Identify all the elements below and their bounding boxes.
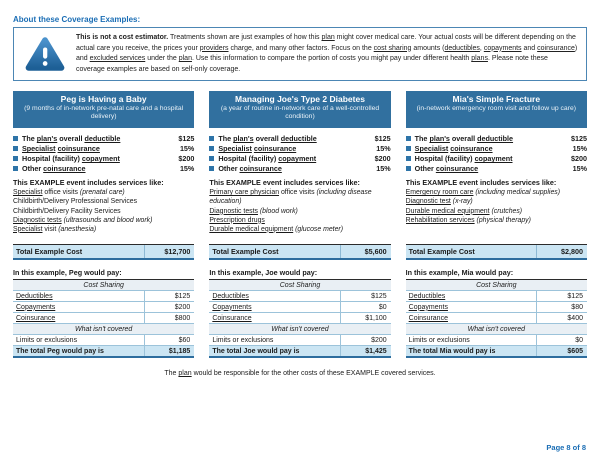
- not-covered-header: What isn't covered: [13, 324, 194, 335]
- pay-heading: In this example, Joe would pay:: [209, 268, 318, 278]
- feature-row-other: [209, 164, 390, 174]
- feature-label: Hospital (facility) copayment: [218, 154, 317, 164]
- coverage-example-columns: [13, 91, 587, 358]
- total-cost-value: $12,700: [144, 245, 195, 258]
- row-value: $200: [144, 302, 195, 312]
- feature-row-deductible: [209, 134, 390, 144]
- feature-value: $125: [178, 134, 195, 143]
- row-label: Deductibles: [408, 292, 446, 300]
- disclaimer-box: [13, 27, 587, 81]
- feature-value: 15%: [572, 144, 587, 154]
- bullet-icon: [406, 146, 411, 151]
- total-cost-value: $2,800: [536, 245, 587, 258]
- row-value: $400: [536, 313, 587, 323]
- row-label: Copayments: [408, 303, 448, 311]
- service-line: Childbirth/Delivery Professional Services: [13, 198, 138, 206]
- bullet-icon: [406, 156, 411, 161]
- feature-value: $200: [374, 154, 391, 164]
- plan-features-list: [209, 134, 390, 174]
- service-line: Diagnostic tests (blood work): [209, 207, 298, 215]
- feature-value: 15%: [572, 164, 587, 174]
- page-title: About these Coverage Examples:: [13, 15, 141, 24]
- row-label: Coinsurance: [16, 314, 56, 322]
- feature-row-other: [13, 164, 194, 174]
- pay-heading: In this example, Mia would pay:: [405, 268, 514, 278]
- service-line: Specialist office visits (prenatal care): [13, 189, 125, 197]
- not-covered-header: What isn't covered: [406, 324, 587, 335]
- feature-row-deductible: [406, 134, 587, 144]
- table-row-coinsurance: [209, 313, 390, 324]
- service-line: Diagnostic test (x-ray): [405, 198, 473, 206]
- feature-row-deductible: [13, 134, 194, 144]
- page-number: Page 8 of 8: [546, 443, 586, 452]
- feature-value: $125: [570, 134, 587, 143]
- service-line: Emergency room care (including medical supplies): [405, 189, 561, 197]
- row-label: Limits or exclusions: [212, 336, 274, 344]
- feature-label: Other coinsurance: [414, 164, 479, 174]
- feature-label: Hospital (facility) copayment: [22, 154, 120, 164]
- table-row-grand-total: [406, 346, 587, 358]
- feature-label: Other coinsurance: [218, 164, 282, 174]
- table-row-limits: [13, 335, 194, 346]
- table-row-grand-total: [13, 346, 194, 358]
- row-value: $125: [340, 291, 391, 301]
- table-row-deductibles: [13, 291, 194, 302]
- feature-row-hospital: [209, 154, 390, 164]
- feature-row-other: [406, 164, 587, 174]
- feature-label: Other coinsurance: [22, 164, 86, 174]
- services-heading: This EXAMPLE event includes services like:: [209, 178, 360, 188]
- feature-label: The plan's overall deductible: [22, 134, 121, 143]
- row-label: Limits or exclusions: [16, 336, 78, 344]
- row-label: Limits or exclusions: [408, 336, 470, 344]
- example-header: [13, 91, 194, 128]
- row-value: $0: [340, 302, 391, 312]
- table-row-grand-total: [209, 346, 390, 358]
- footer-note: The plan would be responsible for the other costs of these EXAMPLE covered services.: [164, 370, 436, 378]
- payment-table: [13, 279, 194, 358]
- feature-label: Specialist coinsurance: [414, 144, 493, 154]
- service-line: Diagnostic tests (ultrasounds and blood work): [13, 216, 153, 224]
- feature-value: $200: [178, 154, 195, 164]
- feature-label: The plan's overall deductible: [218, 134, 317, 143]
- total-cost-label: Total Example Cost: [212, 247, 279, 257]
- coverage-example-mia: [406, 91, 587, 358]
- bullet-icon: [209, 136, 214, 141]
- cost-sharing-header: Cost Sharing: [209, 280, 390, 291]
- example-services: [406, 178, 587, 244]
- feature-row-hospital: [406, 154, 587, 164]
- feature-value: 15%: [376, 164, 391, 174]
- feature-value: $200: [570, 154, 587, 164]
- row-label: Copayments: [16, 303, 56, 311]
- service-line: Durable medical equipment (crutches): [405, 207, 523, 215]
- coverage-example-joe: [209, 91, 390, 358]
- feature-label: The plan's overall deductible: [414, 134, 514, 143]
- table-row-copayments: [406, 302, 587, 313]
- service-line: Durable medical equipment (glucose meter): [209, 225, 344, 233]
- row-value: $200: [340, 335, 391, 345]
- disclaimer-text: This is not a cost estimator. Treatments shown are just examples of how this plan might cover medical care. Your actual costs will be different depending on the actual care you receive, the prices your providers charge, and many other factors. Focus on the cost sharing amounts (deductibles, copayments and coinsurance) and excluded services under the plan. Use this information to compare the portion of costs you might pay under different health plans. Please note these coverage examples are based on self-only coverage.: [76, 34, 578, 73]
- example-header: [406, 91, 587, 128]
- feature-value: $125: [374, 134, 391, 143]
- feature-label: Specialist coinsurance: [22, 144, 100, 154]
- bullet-icon: [406, 166, 411, 171]
- row-label: Deductibles: [212, 292, 249, 300]
- row-value: $800: [144, 313, 195, 323]
- service-line: Specialist visit (anesthesia): [13, 225, 97, 233]
- table-row-copayments: [209, 302, 390, 313]
- row-value: $125: [144, 291, 195, 301]
- example-subtitle: (9 months of in-network pre-natal care and a hospital delivery): [24, 104, 184, 121]
- table-row-limits: [209, 335, 390, 346]
- feature-label: Hospital (facility) copayment: [414, 154, 513, 164]
- grand-total-value: $1,185: [144, 346, 195, 356]
- example-title: Peg is Having a Baby: [60, 94, 147, 104]
- services-heading: This EXAMPLE event includes services like:: [13, 178, 164, 188]
- total-cost-value: $5,600: [340, 245, 391, 258]
- service-line: Rehabilitation services (physical therapy): [405, 216, 531, 224]
- example-subtitle: (in-network emergency room visit and follow up care): [416, 104, 577, 112]
- feature-value: 15%: [376, 144, 391, 154]
- service-line: Childbirth/Delivery Facility Services: [13, 207, 121, 215]
- payment-table: [209, 279, 390, 358]
- total-cost-label: Total Example Cost: [16, 247, 83, 257]
- total-cost-label: Total Example Cost: [408, 247, 475, 257]
- bullet-icon: [406, 136, 411, 141]
- grand-total-value: $1,425: [340, 346, 391, 356]
- payment-table: [406, 279, 587, 358]
- bullet-icon: [209, 156, 214, 161]
- bullet-icon: [13, 166, 18, 171]
- row-value: $80: [536, 302, 587, 312]
- total-example-cost-row: [406, 244, 587, 260]
- example-subtitle: (a year of routine in-network care of a well-controlled condition): [220, 104, 380, 121]
- table-row-copayments: [13, 302, 194, 313]
- feature-label: Specialist coinsurance: [218, 144, 297, 154]
- row-label: Deductibles: [16, 292, 53, 300]
- table-row-deductibles: [406, 291, 587, 302]
- plan-features-list: [406, 134, 587, 174]
- total-example-cost-row: [13, 244, 194, 260]
- feature-row-specialist: [209, 144, 390, 154]
- not-covered-header: What isn't covered: [209, 324, 390, 335]
- plan-features-list: [13, 134, 194, 174]
- pay-heading: In this example, Peg would pay:: [13, 268, 122, 278]
- grand-total-label: The total Peg would pay is: [16, 347, 104, 355]
- bullet-icon: [209, 146, 214, 151]
- example-title: Managing Joe's Type 2 Diabetes: [235, 94, 365, 104]
- feature-value: 15%: [179, 164, 195, 174]
- row-value: $1,100: [340, 313, 391, 323]
- feature-row-specialist: [13, 144, 194, 154]
- row-label: Copayments: [212, 303, 252, 311]
- warning-icon: [24, 34, 66, 74]
- service-line: Prescription drugs: [209, 216, 265, 224]
- table-row-coinsurance: [13, 313, 194, 324]
- feature-value: 15%: [179, 144, 195, 154]
- example-services: [13, 178, 194, 244]
- table-row-coinsurance: [406, 313, 587, 324]
- table-row-limits: [406, 335, 587, 346]
- row-value: $125: [536, 291, 587, 301]
- example-title: Mia's Simple Fracture: [452, 94, 541, 104]
- row-label: Coinsurance: [212, 314, 252, 322]
- cost-sharing-header: Cost Sharing: [13, 280, 194, 291]
- bullet-icon: [13, 146, 18, 151]
- row-value: $0: [536, 335, 587, 345]
- services-heading: This EXAMPLE event includes services like:: [405, 178, 557, 188]
- feature-row-specialist: [406, 144, 587, 154]
- feature-row-hospital: [13, 154, 194, 164]
- service-line: Primary care physician office visits (including disease education): [209, 189, 372, 206]
- row-label: Coinsurance: [408, 314, 448, 322]
- grand-total-label: The total Joe would pay is: [212, 347, 300, 355]
- row-value: $60: [144, 335, 195, 345]
- table-row-deductibles: [209, 291, 390, 302]
- example-header: [209, 91, 390, 128]
- bullet-icon: [13, 136, 18, 141]
- coverage-example-peg: [13, 91, 194, 358]
- bullet-icon: [209, 166, 214, 171]
- example-services: [209, 178, 390, 244]
- grand-total-value: $605: [536, 346, 587, 356]
- bullet-icon: [13, 156, 18, 161]
- total-example-cost-row: [209, 244, 390, 260]
- cost-sharing-header: Cost Sharing: [406, 280, 587, 291]
- grand-total-label: The total Mia would pay is: [408, 347, 496, 355]
